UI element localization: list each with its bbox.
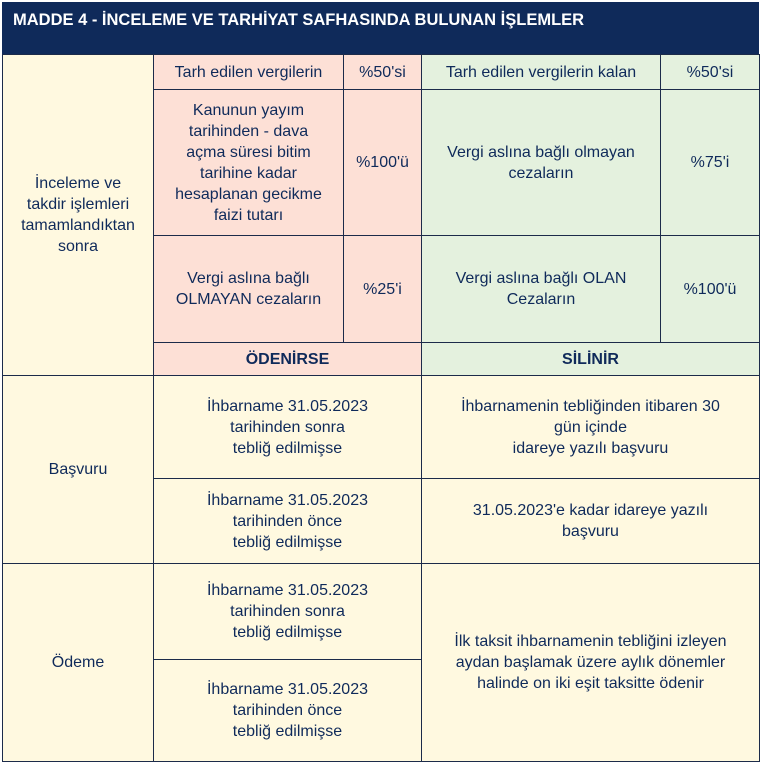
gecikme-faizi-cell: Kanunun yayım tarihinden - dava açma süresi bitim tarihine kadar hesaplanan gecikme faizi tutarı (154, 90, 344, 236)
bagli-olmayan-ceza-percent: %75'i (661, 90, 760, 236)
odeme-sonra-cell: İhbarname 31.05.2023 tarihinden sonra tebliğ edilmişse (154, 564, 422, 660)
basvuru-30-gun-cell: İhbarnamenin tebliğinden itibaren 30 gün içinde idareye yazılı başvuru (422, 376, 760, 479)
header-right-label: Tarh edilen vergilerin kalan (422, 55, 661, 90)
basvuru-once-cell: İhbarname 31.05.2023 tarihinden önce tebliğ edilmişse (154, 479, 422, 564)
header-left-percent: %50'si (344, 55, 422, 90)
provisions-table (2, 54, 760, 762)
olmayan-ceza-percent: %25'i (344, 236, 422, 343)
gecikme-faizi-percent: %100'ü (344, 90, 422, 236)
header-left-label: Tarh edilen vergilerin (154, 55, 344, 90)
bagli-olmayan-ceza-cell: Vergi aslına bağlı olmayan cezaların (422, 90, 661, 236)
basvuru-sonra-cell: İhbarname 31.05.2023 tarihinden sonra tebliğ edilmişse (154, 376, 422, 479)
odeme-taksit-cell: İlk taksit ihbarnamenin tebliğini izleyen aydan başlamak üzere aylık dönemler halinde on iki eşit taksitte ödenir (422, 564, 760, 762)
odeme-once-cell: İhbarname 31.05.2023 tarihinden önce tebliğ edilmişse (154, 660, 422, 762)
odenirse-label: ÖDENİRSE (154, 343, 422, 376)
row-label-basvuru: Başvuru (3, 376, 154, 564)
basvuru-tarih-cell: 31.05.2023'e kadar idareye yazılı başvuru (422, 479, 760, 564)
table-row (3, 55, 760, 90)
page-title: MADDE 4 - İNCELEME VE TARHİYAT SAFHASINDA BULUNAN İŞLEMLER (2, 2, 759, 54)
table-row (3, 376, 760, 479)
silinir-label: SİLİNİR (422, 343, 760, 376)
header-right-percent: %50'si (661, 55, 760, 90)
document-table (2, 2, 759, 762)
row-label-inceleme: İnceleme ve takdir işlemleri tamamlandıktan sonra (3, 55, 154, 376)
olmayan-ceza-cell: Vergi aslına bağlı OLMAYAN cezaların (154, 236, 344, 343)
row-label-odeme: Ödeme (3, 564, 154, 762)
table-row (3, 564, 760, 660)
olan-ceza-cell: Vergi aslına bağlı OLAN Cezaların (422, 236, 661, 343)
olan-ceza-percent: %100'ü (661, 236, 760, 343)
